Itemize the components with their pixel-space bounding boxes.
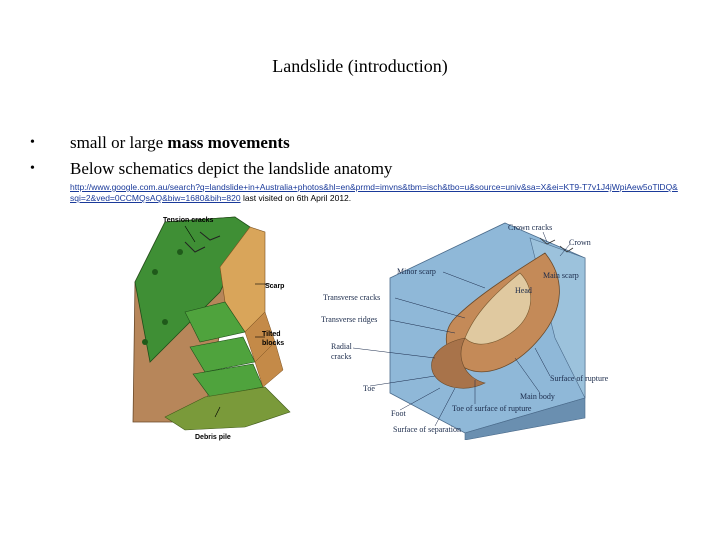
label-scarp: Scarp bbox=[265, 283, 285, 290]
bullet-text-bold: mass movements bbox=[167, 133, 290, 152]
label-blocks: blocks bbox=[262, 340, 285, 347]
label-crown-cracks: Crown cracks bbox=[508, 223, 553, 232]
label-toe: Toe bbox=[363, 384, 375, 393]
bullet-text: Below schematics depict the landslide anatomy bbox=[70, 159, 393, 178]
label-surface-rupture: Surface of rupture bbox=[550, 374, 609, 383]
bullet-item bbox=[30, 156, 690, 182]
label-radial: Radial bbox=[331, 342, 352, 351]
label-transverse-ridges: Transverse ridges bbox=[321, 315, 378, 324]
label-crown: Crown bbox=[569, 238, 591, 247]
label-tension-cracks: Tension cracks bbox=[163, 217, 214, 224]
left-landslide-diagram bbox=[125, 212, 310, 447]
source-note: last visited on 6th April 2012. bbox=[240, 193, 352, 203]
bullet-marker: • bbox=[30, 161, 35, 176]
label-main-body: Main body bbox=[520, 392, 555, 401]
label-foot: Foot bbox=[391, 409, 406, 418]
bullet-list bbox=[30, 130, 690, 182]
label-surface-separation: Surface of separation bbox=[393, 425, 461, 434]
label-toe-surface-rupture: Toe of surface of rupture bbox=[452, 404, 532, 413]
tree-icon bbox=[152, 269, 158, 275]
label-tilted: Tilted bbox=[262, 331, 281, 338]
label-transverse-cracks: Transverse cracks bbox=[323, 293, 381, 302]
source-citation bbox=[70, 182, 680, 204]
tree-icon bbox=[142, 339, 148, 345]
label-debris-pile: Debris pile bbox=[195, 434, 231, 441]
label-head: Head bbox=[515, 286, 532, 295]
tree-icon bbox=[177, 249, 183, 255]
tree-icon bbox=[162, 319, 168, 325]
label-cracks: cracks bbox=[331, 352, 352, 361]
right-landslide-diagram bbox=[315, 218, 610, 440]
label-minor-scarp: Minor scarp bbox=[397, 267, 436, 276]
bullet-item bbox=[30, 130, 690, 156]
slide-title: Landslide (introduction) bbox=[272, 56, 448, 76]
source-link[interactable]: http://www.google.com.au/search?q=landslide+in+Australia+photos&hl=en&prmd=imvns&tbm=isch&tbo=u&source=univ&sa=X&ei=KT9-T7v1J4jWpiAew5oTlDQ&sqi=2&ved=0CCMQsAQ&biw=1680&bih=820 bbox=[70, 182, 678, 203]
label-main-scarp: Main scarp bbox=[543, 271, 579, 280]
bullet-marker: • bbox=[30, 135, 35, 150]
bullet-text: small or large bbox=[70, 133, 168, 152]
